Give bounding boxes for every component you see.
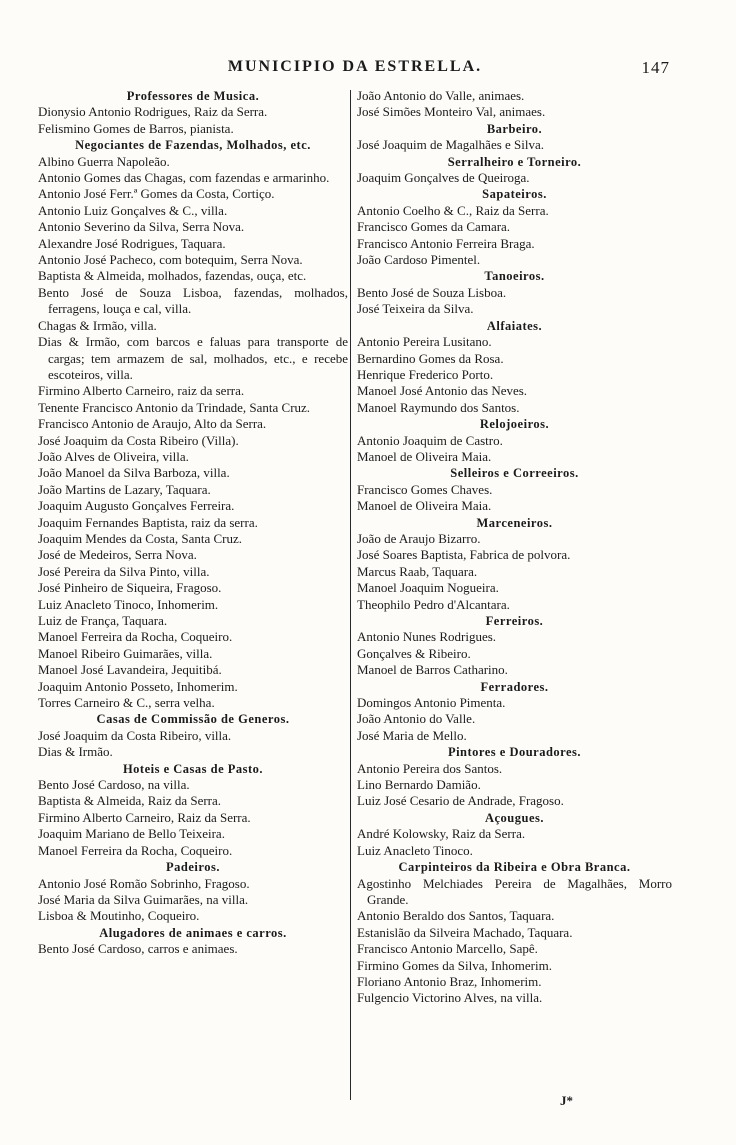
left-column <box>38 88 348 958</box>
section-heading: Ferreiros. <box>485 614 544 628</box>
directory-entry: Antonio Gomes das Chagas, com fazendas e armarinho. <box>38 170 330 186</box>
directory-entry: Manoel Joaquim Nogueira. <box>357 580 499 596</box>
directory-entry: Agostinho Melchiades Pereira de Magalhães, Morro Grande. <box>357 875 672 907</box>
directory-entry: José Maria de Mello. <box>357 727 467 743</box>
page-header <box>40 58 670 88</box>
directory-entry: Manoel Ferreira da Rocha, Coqueiro. <box>38 629 233 645</box>
section-heading: Hoteis e Casas de Pasto. <box>122 761 264 776</box>
section-heading: Casas de Commissão de Generos. <box>96 712 290 727</box>
directory-entry: Felismino Gomes de Barros, pianista. <box>38 120 234 136</box>
section-heading: Negociantes de Fazendas, Molhados, etc. <box>75 138 311 153</box>
directory-entry: José Pinheiro de Siqueira, Fragoso. <box>38 580 222 596</box>
section-heading: Pintores e Douradores. <box>447 745 582 760</box>
directory-entry: Manoel de Oliveira Maia. <box>357 448 492 464</box>
directory-entry: Joaquim Mariano de Bello Teixeira. <box>38 826 225 842</box>
directory-entry: Chagas & Irmão, villa. <box>38 317 157 333</box>
directory-entry: Luiz Anacleto Tinoco, Inhomerim. <box>38 596 219 612</box>
directory-entry: João Manoel da Silva Barboza, villa. <box>38 465 230 481</box>
directory-entry: Theophilo Pedro d'Alcantara. <box>357 596 510 612</box>
directory-entry: Luiz Anacleto Tinoco. <box>357 842 473 858</box>
directory-entry: Antonio José Pacheco, com botequim, Serra Nova. <box>38 252 303 268</box>
section-heading: Serralheiro e Torneiro. <box>447 154 582 169</box>
directory-entry: Joaquim Augusto Gonçalves Ferreira. <box>38 498 235 514</box>
directory-entry: Firmino Alberto Carneiro, Raiz da Serra. <box>38 809 251 825</box>
directory-entry: Lisboa & Moutinho, Coqueiro. <box>38 908 200 924</box>
section-heading: Alfaiates. <box>486 318 543 333</box>
page-number: 147 <box>641 58 670 77</box>
directory-entry: Luiz José Cesario de Andrade, Fragoso. <box>357 793 564 809</box>
directory-entry: Firmino Alberto Carneiro, raiz da serra. <box>38 383 245 399</box>
directory-entry: Manoel de Barros Catharino. <box>357 662 508 678</box>
directory-entry: Francisco Antonio Marcello, Sapê. <box>357 941 538 957</box>
directory-entry: Fulgencio Victorino Alves, na villa. <box>357 990 543 1006</box>
directory-entry: José Soares Baptista, Fabrica de polvora. <box>357 547 571 563</box>
section-heading: Sapateiros. <box>482 187 547 202</box>
directory-entry: Dias & Irmão, com barcos e faluas para transporte de cargas; tem armazem de sal, molhados, etc., e recebe escoteiros, villa. <box>38 334 348 382</box>
directory-entry: Antonio Beraldo dos Santos, Taquara. <box>357 908 555 924</box>
directory-entry: José Joaquim de Magalhães e Silva. <box>357 137 545 153</box>
directory-entry: Antonio Nunes Rodrigues. <box>357 629 497 645</box>
directory-entry: João Cardoso Pimentel. <box>357 252 481 268</box>
directory-entry: Gonçalves & Ribeiro. <box>357 645 471 661</box>
directory-entry: Antonio Severino da Silva, Serra Nova. <box>38 219 245 235</box>
directory-entry: Manoel Ribeiro Guimarães, villa. <box>38 645 213 661</box>
directory-entry: Henrique Frederico Porto. <box>357 366 494 382</box>
directory-entry: Antonio Joaquim de Castro. <box>357 432 503 448</box>
directory-entry: Baptista & Almeida, Raiz da Serra. <box>38 793 222 809</box>
section-heading: Alugadores de animaes e carros. <box>99 925 287 940</box>
directory-entry: Bento José de Souza Lisboa. <box>357 284 507 300</box>
directory-entry: José Joaquim da Costa Ribeiro (Villa). <box>38 432 239 448</box>
directory-entry: Alexandre José Rodrigues, Taquara. <box>38 235 226 251</box>
directory-entry: Lino Bernardo Damião. <box>357 777 481 793</box>
section-heading: Marceneiros. <box>476 515 553 530</box>
directory-entry: José Maria da Silva Guimarães, na villa. <box>38 891 249 907</box>
section-heading: Tanoeiros. <box>484 269 545 284</box>
directory-entry: Joaquim Gonçalves de Queiroga. <box>357 170 530 186</box>
directory-entry: João Antonio do Valle. <box>357 711 476 727</box>
directory-entry: José Teixeira da Silva. <box>357 301 474 317</box>
directory-entry: João de Araujo Bizarro. <box>357 530 481 546</box>
section-heading: Padeiros. <box>166 860 220 875</box>
directory-entry: Tenente Francisco Antonio da Trindade, Santa Cruz. <box>38 399 311 415</box>
section-heading: Açougues. <box>484 810 545 825</box>
directory-entry: Floriano Antonio Braz, Inhomerim. <box>357 973 542 989</box>
directory-entry: José Joaquim da Costa Ribeiro, villa. <box>38 727 232 743</box>
directory-entry: Antonio José Romão Sobrinho, Fragoso. <box>38 875 250 891</box>
directory-entry: Manoel de Oliveira Maia. <box>357 498 492 514</box>
directory-entry: Francisco Antonio Ferreira Braga. <box>357 235 535 251</box>
directory-entry: Dias & Irmão. <box>38 744 113 760</box>
page-title: MUNICIPIO DA ESTRELLA. <box>227 58 483 75</box>
directory-entry: Bento José Cardoso, carros e animaes. <box>38 941 238 957</box>
section-heading: Barbeiro. <box>486 121 543 136</box>
directory-entry: Francisco Gomes da Camara. <box>357 219 511 235</box>
directory-entry: Dionysio Antonio Rodrigues, Raiz da Serra. <box>38 104 268 120</box>
directory-entry: Marcus Raab, Taquara. <box>357 563 478 579</box>
section-heading: Carpinteiros da Ribeira e Obra Branca. <box>398 860 631 875</box>
directory-entry: José Pereira da Silva Pinto, villa. <box>38 563 210 579</box>
directory-entry: Antonio Pereira Lusitano. <box>357 334 492 350</box>
directory-entry: Joaquim Mendes da Costa, Santa Cruz. <box>38 530 242 546</box>
directory-entry: José de Medeiros, Serra Nova. <box>38 547 197 563</box>
section-heading: Selleiros e Correeiros. <box>450 466 579 481</box>
directory-entry: Luiz de França, Taquara. <box>38 613 168 628</box>
directory-entry: Francisco Antonio de Araujo, Alto da Serra. <box>38 416 267 432</box>
directory-entry: Bento José Cardoso, na villa. <box>38 777 190 793</box>
section-heading: Professores de Musica. <box>126 89 260 103</box>
directory-entry: Bernardino Gomes da Rosa. <box>357 350 504 366</box>
directory-entry: Torres Carneiro & C., serra velha. <box>38 695 215 711</box>
directory-entry: Firmino Gomes da Silva, Inhomerim. <box>357 957 552 973</box>
directory-entry: André Kolowsky, Raiz da Serra. <box>357 826 526 842</box>
directory-entry: Estanislão da Silveira Machado, Taquara. <box>357 924 573 940</box>
column-divider <box>350 90 351 1100</box>
directory-entry: Manoel José Lavandeira, Jequitibá. <box>38 662 222 678</box>
directory-entry: João Alves de Oliveira, villa. <box>38 448 189 464</box>
directory-entry: Antonio Luiz Gonçalves & C., villa. <box>38 202 228 218</box>
directory-entry: João Martins de Lazary, Taquara. <box>38 481 211 497</box>
directory-entry: Manoel Ferreira da Rocha, Coqueiro. <box>38 842 233 858</box>
directory-entry: José Simões Monteiro Val, animaes. <box>357 104 546 120</box>
directory-entry: Joaquim Antonio Posseto, Inhomerim. <box>38 678 238 694</box>
signature-mark: J* <box>560 1093 573 1108</box>
section-heading: Ferradores. <box>480 679 549 694</box>
directory-entry: Joaquim Fernandes Baptista, raiz da serra. <box>38 514 258 530</box>
directory-entry: Domingos Antonio Pimenta. <box>357 695 506 711</box>
right-column <box>357 88 672 1007</box>
directory-entry: Albino Guerra Napoleão. <box>38 153 170 169</box>
directory-entry: Antonio José Ferr.ª Gomes da Costa, Cortiço. <box>38 186 275 202</box>
directory-entry: Manoel Raymundo dos Santos. <box>357 399 520 415</box>
directory-entry: Antonio Pereira dos Santos. <box>357 760 503 776</box>
directory-entry: Manoel José Antonio das Neves. <box>357 383 528 399</box>
directory-entry: Bento José de Souza Lisboa, fazendas, molhados, ferragens, louça e cal, villa. <box>38 284 348 317</box>
directory-entry: Francisco Gomes Chaves. <box>357 481 493 497</box>
section-heading: Relojoeiros. <box>479 417 550 432</box>
directory-entry: Baptista & Almeida, molhados, fazendas, ouça, etc. <box>38 268 307 284</box>
directory-entry: João Antonio do Valle, animaes. <box>357 88 525 103</box>
directory-entry: Antonio Coelho & C., Raiz da Serra. <box>357 202 549 218</box>
